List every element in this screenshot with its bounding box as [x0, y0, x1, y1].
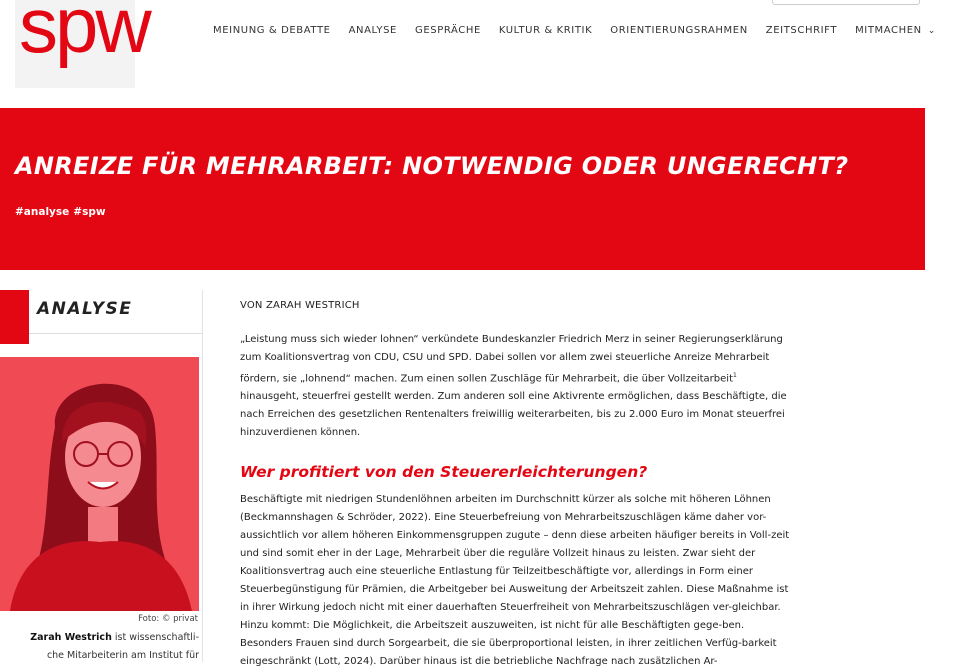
nav-item-kultur-kritik[interactable]: KULTUR & KRITIK	[498, 25, 593, 36]
portrait-image	[0, 357, 199, 611]
author-bio-line-1: ist wissenschaftli-	[111, 632, 199, 643]
footnote-ref[interactable]: 1	[732, 372, 737, 379]
author-bio-line-2: che Mitarbeiterin am Institut für	[46, 650, 199, 661]
article-byline: VON ZARAH WESTRICH	[240, 300, 360, 311]
paragraph-text-cont: hinausgeht, steuerfrei gestellt werden. Zum anderen soll eine Aktivrente ermöglichen, dass Beschäftigte, die nach Erreichen des gesetzlichen Rentenalters freiwillig weiterarbeiten, bis zu 2.000 Euro im Monat steuerfrei hinzuverdienen können.	[240, 391, 787, 439]
author-bio	[0, 629, 199, 665]
site-header	[0, 0, 936, 108]
section-heading: Wer profitiert von den Steuererleichterungen?	[240, 463, 648, 482]
tag-list	[15, 206, 110, 218]
chevron-down-icon: ⌄	[927, 26, 936, 36]
article-sidebar	[0, 290, 203, 662]
nav-item-zeitschrift[interactable]: ZEITSCHRIFT	[765, 25, 838, 36]
search-input[interactable]	[772, 0, 920, 5]
author-name: Zarah Westrich	[30, 632, 112, 643]
logo-text: spw	[19, 0, 149, 69]
article-paragraph-2: Beschäftigte mit niedrigen Stundenlöhnen arbeiten im Durchschnitt kürzer als solche mit höheren Löhnen (Beckmannshagen & Schröder, 2022). Eine Steuerbefreiung von Mehrarbeitszuschlägen käme daher vor-aussichtlich vor allem höheren Einkommensgruppen zugute – denn diese arbeiten häufiger bereits in Voll-zeit und sind somit eher in der Lage, Mehrarbeit über die reguläre Vollzeit hinaus zu leisten. Zwar sieht der Koalitionsvertrag auch eine steuerliche Entlastung für Teilzeitbeschäftigte vor, allerdings in Form einer Steuerbegünstigung für Prämien, die Arbeitgeber bei Ausweitung der Arbeitszeit zahlen. Diese Maßnahme ist in ihrer Wirkung jedoch nicht mit einer dauerhaften Steuerfreiheit von Mehrarbeitszuschlägen ver-gleichbar. Hinzu kommt: Die Möglichkeit, die Arbeitszeit auszuweiten, ist nicht für alle Beschäftigten gege-ben. Besonders Frauen sind durch Sorgearbeit, die sie überproportional leisten, in ihrer zeitlichen Verfüg-barkeit eingeschränkt (Lott, 2024). Darüber hinaus ist die betriebliche Nachfrage nach zusätzlichen Ar-	[240, 494, 790, 668]
main-nav	[213, 24, 954, 38]
article-title: ANREIZE FÜR MEHRARBEIT: NOTWENDIG ODER UNGERECHT?	[15, 152, 849, 180]
category-marker	[0, 290, 29, 344]
article-paragraph	[240, 331, 792, 442]
nav-item-mitmachen[interactable]	[855, 24, 936, 38]
tag-analyse[interactable]: #analyse	[15, 206, 70, 218]
paragraph-text: „Leistung muss sich wieder lohnen“ verkündete Bundeskanzler Friedrich Merz in seiner Regierungserklärung zum Koalitionsvertrag von CDU, CSU und SPD. Dabei sollen vor allem zwei steuerliche Anreize Mehrarbeit fördern, sie „lohnend“ machen. Zum einen sollen Zuschläge für Mehrarbeit, die über Vollzeitarbeit	[240, 334, 783, 385]
article-banner	[0, 108, 925, 270]
nav-item-analyse[interactable]: ANALYSE	[348, 25, 397, 36]
divider	[29, 333, 203, 334]
nav-item-gespraeche[interactable]: GESPRÄCHE	[414, 25, 481, 36]
category-label[interactable]: ANALYSE	[37, 299, 133, 319]
author-portrait	[0, 357, 199, 611]
photo-credit: Foto: © privat	[138, 614, 198, 624]
article-body	[240, 300, 792, 671]
nav-item-orientierungsrahmen[interactable]: ORIENTIERUNGSRAHMEN	[610, 25, 748, 36]
nav-item-meinung-debatte[interactable]: MEINUNG & DEBATTE	[213, 25, 331, 36]
site-logo[interactable]	[15, 0, 149, 88]
nav-item-mitmachen-label: MITMACHEN	[855, 25, 922, 36]
tag-spw[interactable]: #spw	[73, 206, 106, 218]
